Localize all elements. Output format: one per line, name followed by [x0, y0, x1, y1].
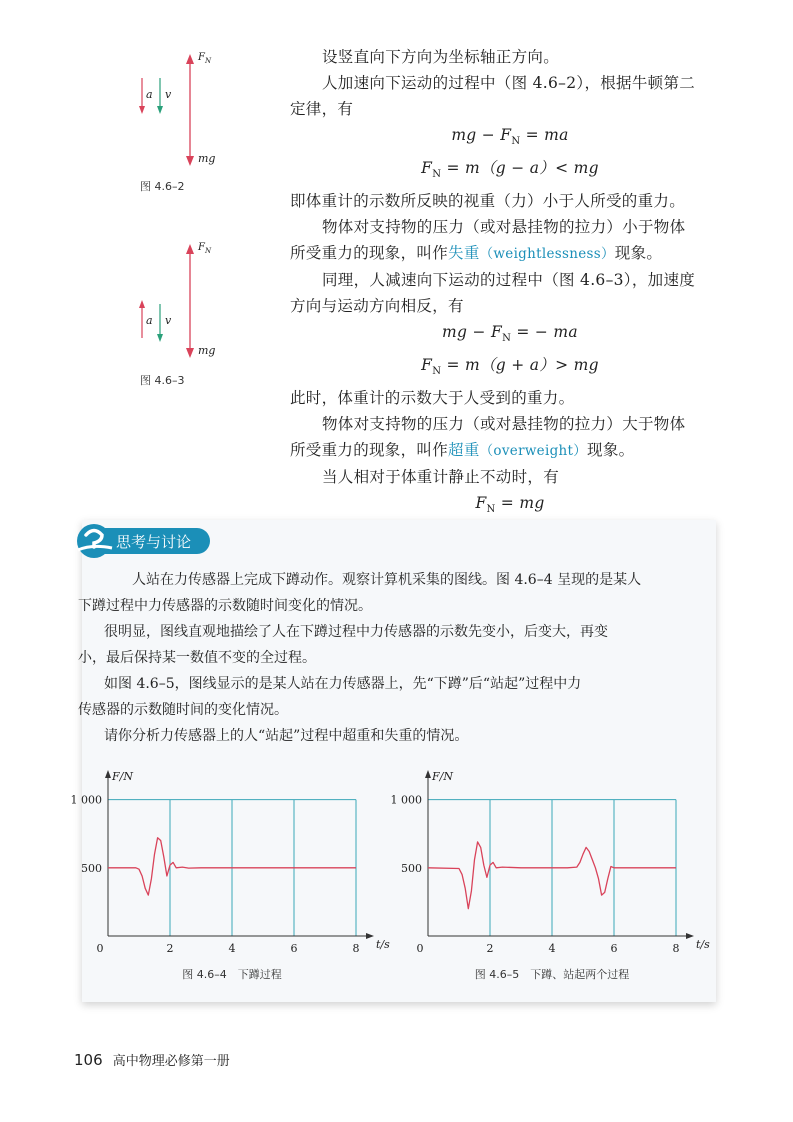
paragraph: 下蹲过程中力传感器的示数随时间变化的情况。: [78, 598, 372, 614]
paragraph: 方向与运动方向相反，有: [290, 297, 464, 316]
paragraph: 人站在力传感器上完成下蹲动作。观察计算机采集的图线。图 4.6–4 呈现的是某人: [132, 572, 642, 588]
discussion-text: [78, 567, 704, 749]
y-tick-label: 500: [401, 861, 422, 875]
a-label: a: [146, 314, 153, 327]
mg-label: mg: [198, 152, 216, 165]
x-tick-label: 6: [290, 942, 298, 955]
term-weightlessness: 失重: [448, 244, 480, 263]
equation: $F_N = m(g + a)>$ mg: [421, 356, 599, 378]
paragraph: 传感器的示数随时间的变化情况。: [78, 702, 288, 718]
equation: mg − $F_N$ = − ma: [442, 323, 578, 345]
y-axis-arrow-icon: [425, 770, 431, 778]
paragraph: 同理，人减速向下运动的过程中（图 4.6–3），加速度: [322, 271, 696, 290]
y-tick-label: 500: [81, 861, 102, 875]
x-axis-label: t/s: [376, 938, 390, 951]
paragraph: 人加速向下运动的过程中（图 4.6–2），根据牛顿第二: [322, 74, 696, 92]
y-tick-label: 1 000: [70, 793, 102, 807]
equation: $F_N$ = mg: [475, 494, 545, 516]
x-axis-arrow-icon: [686, 933, 694, 939]
equation: mg − $F_N$ = ma: [451, 126, 569, 148]
book-title: 高中物理必修第一册: [112, 1054, 230, 1069]
x-tick-label: 4: [228, 942, 236, 955]
a-label: a: [146, 88, 153, 101]
fn-label: $F_N$: [198, 52, 212, 65]
y-axis-arrow-icon: [105, 770, 111, 778]
paragraph: 当人相对于体重计静止不动时，有: [322, 468, 560, 487]
chart-caption: 图 4.6–5 下蹲、站起两个过程: [474, 968, 630, 981]
y-axis-label: F/N: [112, 770, 133, 783]
v-label: v: [165, 314, 172, 327]
discussion-title: 思考与讨论: [116, 533, 192, 551]
body-text: [290, 44, 730, 523]
y-tick-label: 1 000: [390, 793, 422, 807]
chart-squat: [60, 760, 390, 990]
figure-4-6-2: [130, 50, 230, 193]
paragraph: 小，最后保持某一数值不变的全过程。: [78, 650, 316, 666]
paragraph: 即体重计的示数所反映的视重（力）小于人所受的重力。: [290, 192, 686, 211]
figure-caption: 图 4.6–2: [140, 180, 185, 193]
page-number: 106: [74, 1051, 103, 1069]
paragraph: 设竖直向下方向为坐标轴正方向。: [322, 48, 560, 66]
mg-label: mg: [198, 344, 216, 357]
paragraph: 此时，体重计的示数大于人受到的重力。: [290, 389, 575, 408]
x-tick-label: 6: [610, 942, 618, 955]
x-tick-label: 2: [166, 942, 174, 955]
term-overweight: 超重: [448, 441, 480, 460]
x-tick-label: 8: [352, 942, 360, 955]
paragraph: 很明显，图线直观地描绘了人在下蹲过程中力传感器的示数先变小，后变大，再变: [104, 624, 608, 640]
paragraph: 所受重力的现象，叫作超重（overweight）现象。: [290, 441, 635, 460]
x-tick-label: 0: [96, 942, 104, 955]
x-tick-label: 8: [672, 942, 680, 955]
x-axis-label: t/s: [696, 938, 710, 951]
paragraph: 如图 4.6–5，图线显示的是某人站在力传感器上，先“下蹲”后“站起”过程中力: [104, 676, 582, 692]
v-label: v: [165, 88, 172, 101]
x-tick-label: 2: [486, 942, 494, 955]
fn-label: $F_N$: [198, 242, 212, 255]
equation: $F_N = m(g - a)<$ mg: [421, 159, 599, 181]
chart-caption: 图 4.6–4 下蹲过程: [182, 968, 282, 981]
x-axis-arrow-icon: [366, 933, 374, 939]
figure-4-6-3: [130, 242, 230, 392]
discussion-header: [72, 522, 212, 558]
figure-caption: 图 4.6–3: [140, 374, 185, 387]
x-tick-label: 4: [548, 942, 556, 955]
page-footer: [74, 1050, 230, 1069]
y-axis-label: F/N: [432, 770, 453, 783]
paragraph: 所受重力的现象，叫作失重（weightlessness）现象。: [290, 244, 663, 263]
x-tick-label: 0: [416, 942, 424, 955]
paragraph: 物体对支持物的压力（或对悬挂物的拉力）小于物体: [322, 218, 686, 237]
paragraph: 请你分析力传感器上的人“站起”过程中超重和失重的情况。: [104, 728, 469, 744]
chart-squat-stand: [380, 760, 710, 990]
paragraph: 物体对支持物的压力（或对悬挂物的拉力）大于物体: [322, 415, 686, 434]
paragraph: 定律，有: [290, 100, 354, 118]
